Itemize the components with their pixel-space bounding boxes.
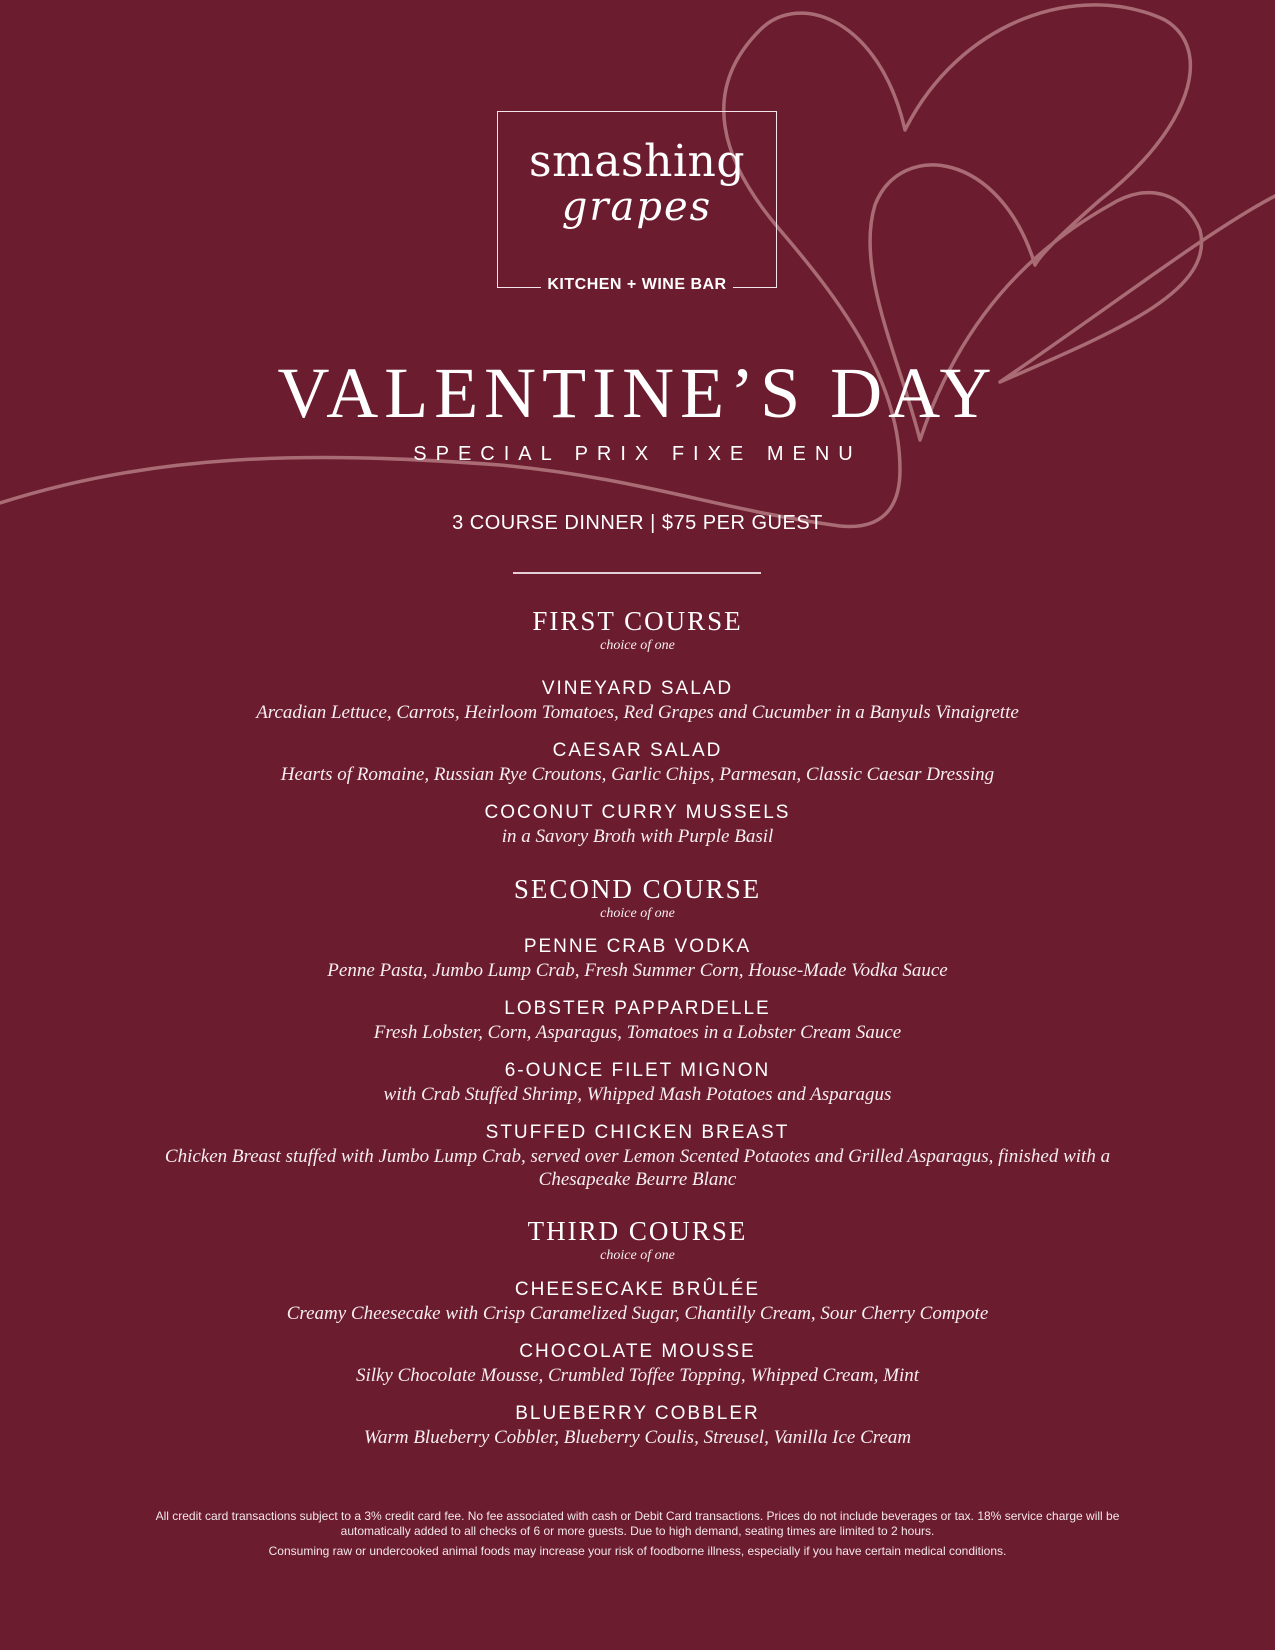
dish-description: Warm Blueberry Cobbler, Blueberry Coulis, Streusel, Vanilla Ice Cream [363, 1427, 912, 1448]
logo-word-smashing: smashing [528, 136, 746, 187]
dish-description: Chicken Breast stuffed with Jumbo Lump Crab, served over Lemon Scented Potaotes and Grilled Asparagus, finished with a Chesapeake Beurre Blanc [164, 1146, 1111, 1190]
dish-description: Penne Pasta, Jumbo Lump Crab, Fresh Summer Corn, House-Made Vodka Sauce [327, 960, 948, 981]
logo-word-grapes: grapes [561, 184, 713, 230]
logo [497, 111, 777, 293]
footer-health-notice: Consuming raw or undercooked animal foods may increase your risk of foodborne illness, especially if you have certain medical conditions. [268, 1544, 1007, 1558]
dish-name: PENNE CRAB VODKA [523, 936, 752, 957]
dish-name: LOBSTER PAPPARDELLE [504, 998, 771, 1019]
dish-description: Fresh Lobster, Corn, Asparagus, Tomatoes in a Lobster Cream Sauce [373, 1022, 902, 1043]
dish-description: with Crab Stuffed Shrimp, Whipped Mash Potatoes and Asparagus [383, 1084, 892, 1105]
page-title: VALENTINE’S DAY [277, 353, 998, 433]
dish-description: Hearts of Romaine, Russian Rye Croutons, Garlic Chips, Parmesan, Classic Caesar Dressing [280, 764, 995, 785]
dish-description: Silky Chocolate Mousse, Crumbled Toffee Topping, Whipped Cream, Mint [355, 1365, 920, 1386]
dish-name: VINEYARD SALAD [541, 678, 734, 699]
logo-tagline [498, 276, 776, 294]
dish-name: 6-OUNCE FILET MIGNON [504, 1060, 771, 1081]
course-title-third: THIRD COURSE [527, 1216, 748, 1246]
footer-disclaimer: All credit card transactions subject to a 3% credit card fee. No fee associated with cash or Debit Card transactions. Prices do not include beverages or tax. 18% service charge will be automatically added to all checks of 6 or more guests. Due to high demand, seating times are limited to 2 hours. [155, 1509, 1120, 1538]
dish-description: in a Savory Broth with Purple Basil [501, 826, 774, 847]
dish-description: Creamy Cheesecake with Crisp Caramelized Sugar, Chantilly Cream, Sour Cherry Compote [286, 1303, 989, 1324]
dish-name: BLUEBERRY COBBLER [515, 1403, 760, 1424]
page-subtitle: SPECIAL PRIX FIXE MENU [413, 443, 862, 465]
logo-tagline-text: KITCHEN + WINE BAR [541, 276, 732, 293]
course-title-second: SECOND COURSE [513, 874, 762, 904]
dish-name: COCONUT CURRY MUSSELS [484, 802, 791, 823]
dish-name: CHEESECAKE BRÛLÉE [514, 1279, 761, 1300]
course-choice-first: choice of one [600, 638, 675, 653]
course-choice-third: choice of one [600, 1248, 675, 1263]
dish-name: STUFFED CHICKEN BREAST [485, 1122, 790, 1143]
course-title-first: FIRST COURSE [532, 606, 743, 636]
divider-line [513, 572, 761, 574]
dish-name: CHOCOLATE MOUSSE [519, 1341, 756, 1362]
price-line: 3 COURSE DINNER | $75 PER GUEST [452, 512, 823, 534]
dish-description: Arcadian Lettuce, Carrots, Heirloom Tomatoes, Red Grapes and Cucumber in a Banyuls Vinaigrette [256, 702, 1019, 723]
dish-name: CAESAR SALAD [552, 740, 723, 761]
course-choice-second: choice of one [600, 906, 675, 921]
